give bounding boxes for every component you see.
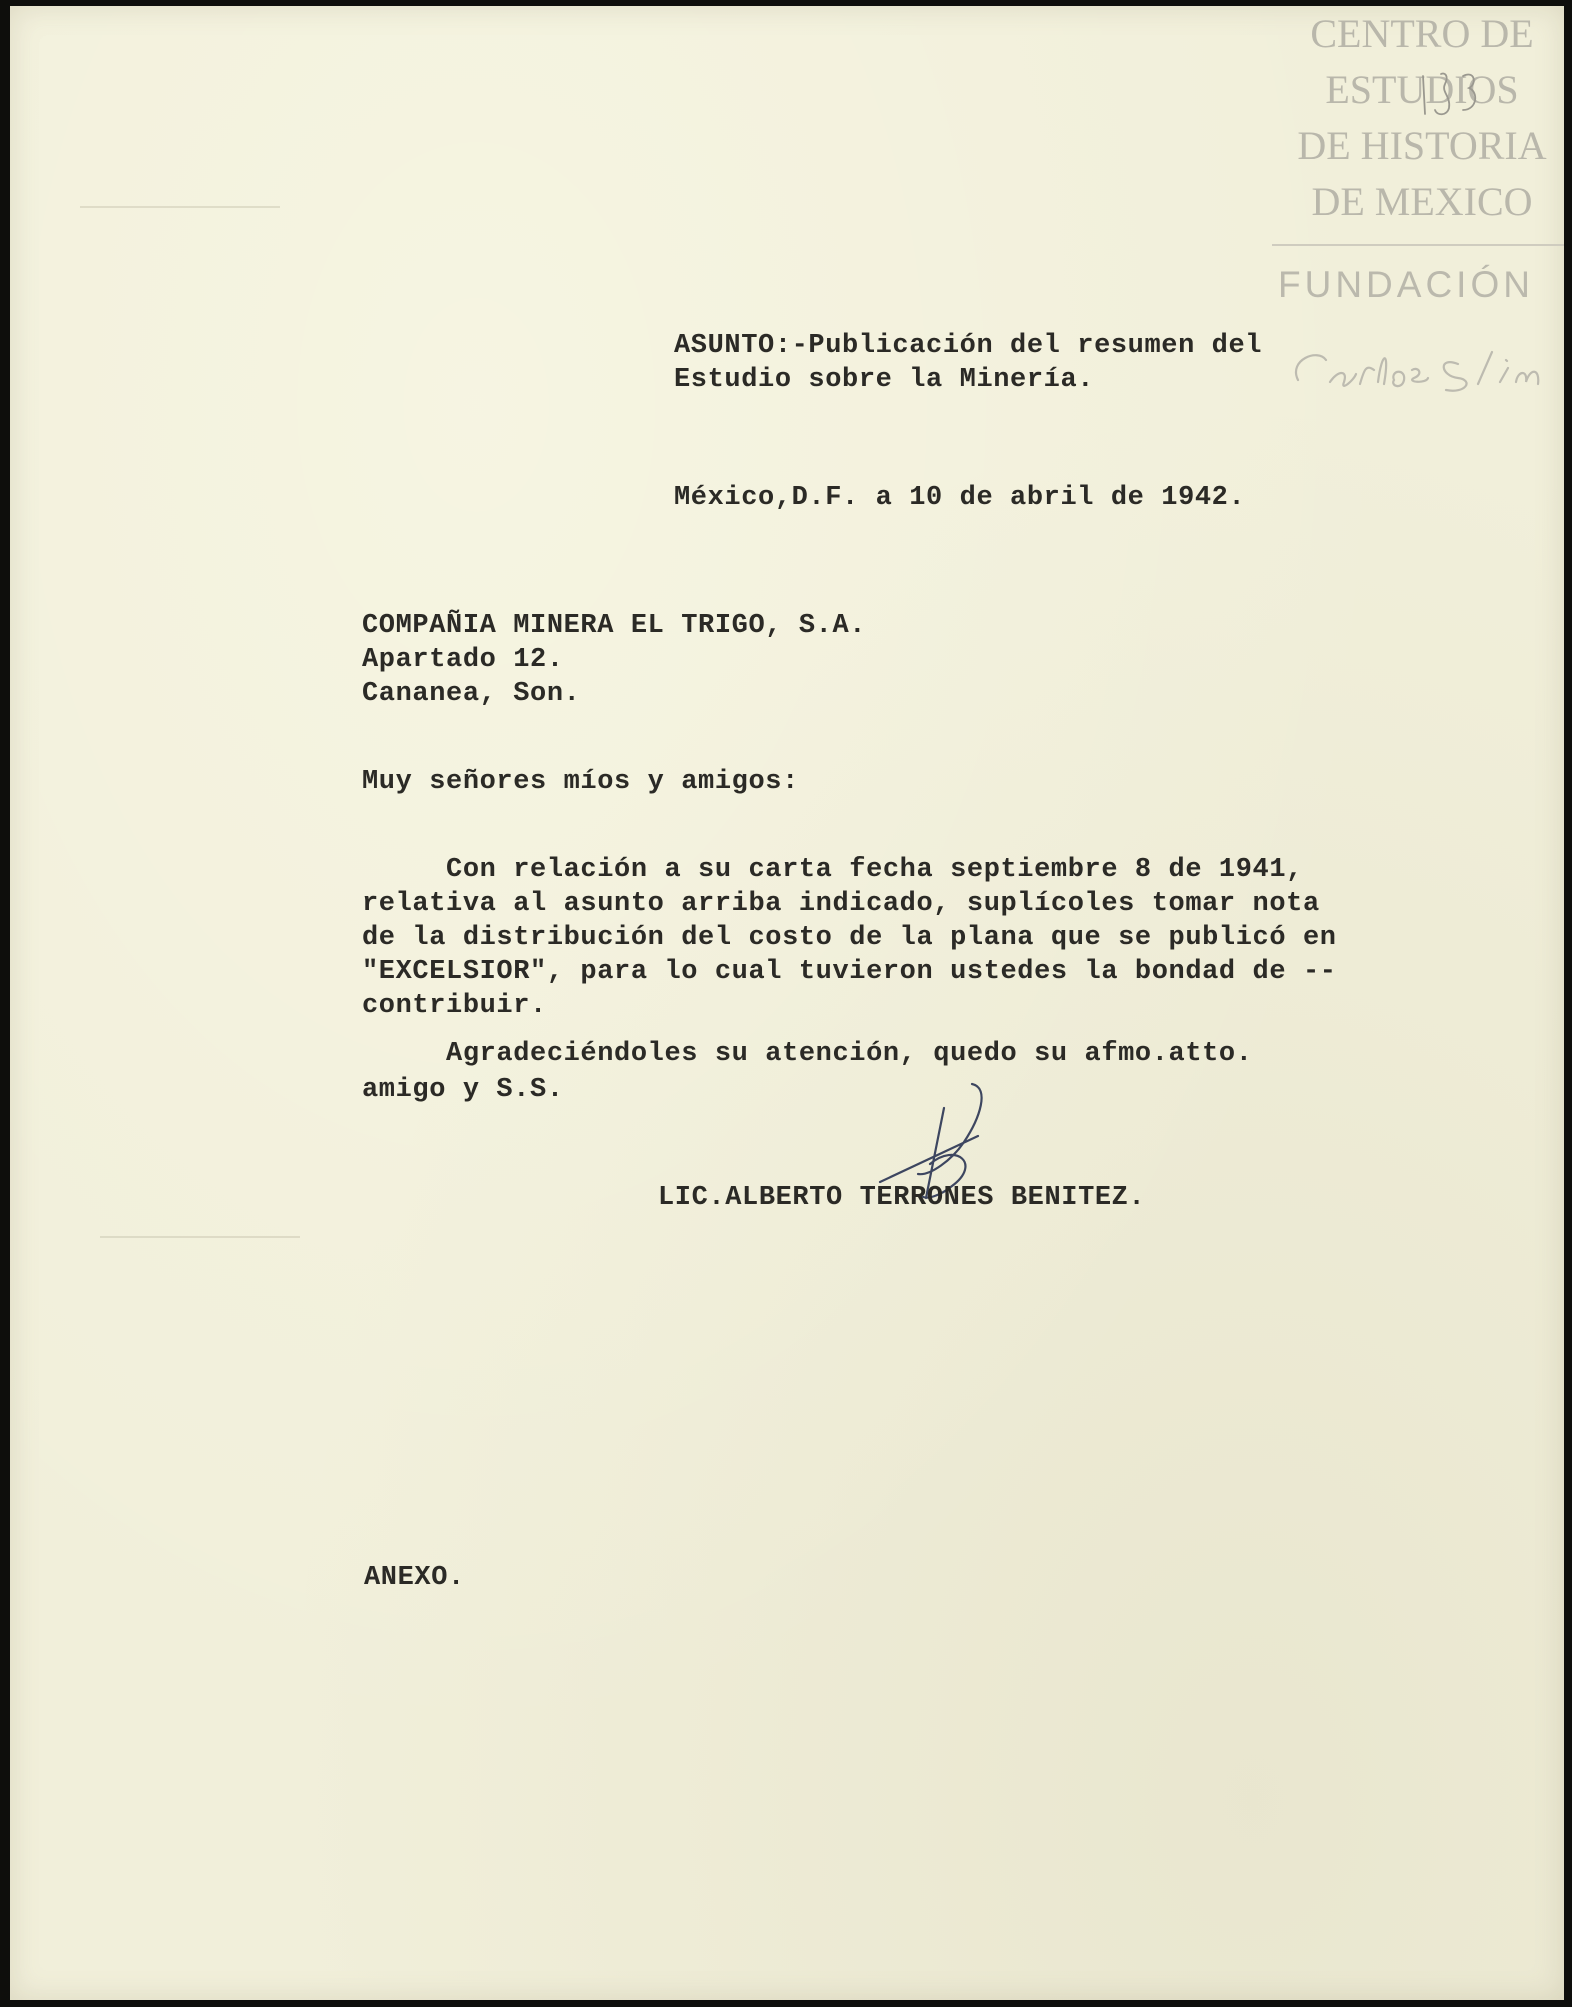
recipient-city: Cananea, Son. [362, 679, 581, 709]
archive-number-handwritten [1415, 66, 1505, 126]
watermark-signature-logo [1278, 340, 1564, 400]
signatory-name: LIC.ALBERTO TERRONES BENITEZ. [658, 1183, 1146, 1213]
body-line: de la distribución del costo de la plana que se publicó en [362, 923, 1337, 953]
closing-line: Agradeciéndoles su atención, quedo su afmo.atto. [362, 1039, 1253, 1069]
body-line: contribuir. [362, 991, 547, 1021]
watermark-line: DE MEXICO [1311, 179, 1533, 224]
subject-line: ASUNTO:-Publicación del resumen del [674, 331, 1263, 361]
watermark-foundation: FUNDACIÓN [1278, 264, 1534, 305]
enclosure-note: ANEXO. [364, 1563, 465, 1593]
paper-mark [100, 1236, 300, 1238]
watermark-line: ESTUDIOS [1325, 67, 1519, 112]
document-page [10, 6, 1564, 2000]
place-date: México,D.F. a 10 de abril de 1942. [674, 483, 1246, 513]
watermark-line: CENTRO DE [1310, 11, 1534, 56]
body-line: "EXCELSIOR", para lo cual tuvieron ustedes la bondad de -- [362, 957, 1337, 987]
subject-line: Estudio sobre la Minería. [674, 365, 1095, 395]
body-line: relativa al asunto arriba indicado, suplícoles tomar nota [362, 889, 1320, 919]
recipient-name: COMPAÑIA MINERA EL TRIGO, S.A. [362, 611, 867, 641]
recipient-address: Apartado 12. [362, 645, 564, 675]
closing-line: amigo y S.S. [362, 1075, 564, 1105]
body-line: Con relación a su carta fecha septiembre 8 de 1941, [362, 855, 1303, 885]
paper-mark [80, 206, 280, 208]
watermark-line: DE HISTORIA [1297, 123, 1547, 168]
salutation: Muy señores míos y amigos: [362, 767, 799, 797]
watermark-divider [1272, 244, 1564, 246]
